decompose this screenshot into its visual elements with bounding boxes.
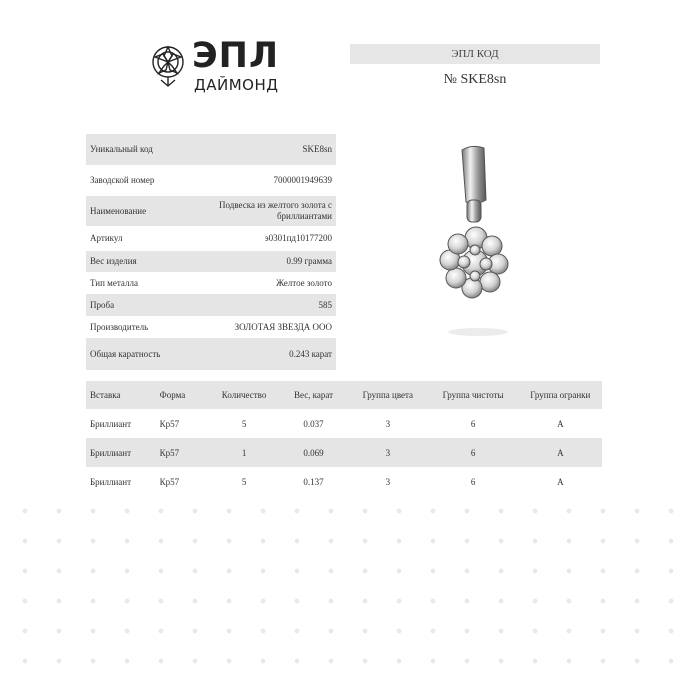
column-header: Группа огранки — [530, 390, 591, 400]
table-cell: Кр57 — [159, 476, 180, 487]
logo-subtitle: ДАЙМОНД — [194, 76, 279, 94]
table-cell: А — [557, 447, 564, 458]
table-cell: 3 — [385, 476, 391, 487]
spec-table — [86, 134, 336, 370]
brand-logo — [148, 36, 288, 96]
spec-value: 7000001949639 — [273, 175, 332, 185]
pendant-image — [420, 140, 540, 340]
spec-row — [86, 196, 336, 226]
spec-value: SKE8sn — [302, 144, 332, 154]
spec-label: Общая каратность — [90, 348, 161, 359]
table-cell: 5 — [241, 476, 247, 487]
background-pattern — [0, 490, 680, 680]
spec-row — [86, 338, 336, 370]
spec-row — [86, 294, 336, 316]
stones-table — [86, 381, 602, 496]
table-header-row — [86, 381, 602, 409]
spec-value: 0.243 карат — [289, 348, 332, 359]
spec-label: Заводской номер — [90, 175, 155, 185]
table-cell: Бриллиант — [90, 476, 132, 487]
spec-row — [86, 251, 336, 272]
table-cell: 3 — [385, 447, 391, 458]
spec-label: Уникальный код — [90, 144, 153, 154]
spec-row — [86, 272, 336, 294]
table-cell: 5 — [241, 418, 247, 429]
column-header: Вставка — [90, 390, 121, 400]
spec-value: 585 — [318, 299, 332, 310]
spec-row — [86, 165, 336, 196]
spec-label: Проба — [90, 299, 115, 310]
spec-row — [86, 316, 336, 338]
table-cell: 6 — [470, 447, 476, 458]
column-header: Группа цвета — [362, 390, 414, 400]
table-cell: 3 — [385, 418, 391, 429]
table-cell: Кр57 — [159, 447, 180, 458]
spec-label: Производитель — [90, 321, 149, 332]
column-header: Форма — [159, 390, 186, 400]
spec-value: Желтое золото — [276, 277, 332, 288]
table-cell: Бриллиант — [90, 447, 132, 458]
spec-value: 0.99 грамма — [286, 256, 332, 266]
spec-label: Тип металла — [90, 277, 138, 288]
table-cell: 0.037 — [303, 418, 324, 429]
table-cell: 0.137 — [303, 476, 324, 487]
spec-label: Артикул — [90, 233, 123, 243]
spec-label: Наименование — [90, 205, 147, 216]
table-cell: 6 — [470, 418, 476, 429]
table-cell: Бриллиант — [90, 418, 132, 429]
table-row — [86, 438, 602, 467]
table-cell: А — [557, 476, 564, 487]
diamond-flower-icon — [148, 40, 188, 96]
spec-value: ЗОЛОТАЯ ЗВЕЗДА ООО — [234, 321, 332, 332]
table-cell: 6 — [470, 476, 476, 487]
table-row — [86, 409, 602, 438]
table-cell: Кр57 — [159, 418, 180, 429]
logo-wordmark: ЭПЛ — [192, 36, 280, 76]
column-header: Вес, карат — [293, 390, 334, 400]
code-value: № SKE8sn — [443, 72, 507, 87]
code-header: ЭПЛ КОД — [350, 44, 600, 64]
spec-value: э0301пд10177200 — [264, 233, 332, 243]
table-row — [86, 467, 602, 496]
table-cell: А — [557, 418, 564, 429]
column-header: Количество — [221, 390, 267, 400]
spec-value: Подвеска из желтого золота с бриллиантами — [219, 200, 332, 221]
table-cell: 0.069 — [303, 447, 324, 458]
table-cell: 1 — [241, 447, 247, 458]
column-header: Группа чистоты — [442, 390, 504, 400]
spec-label: Вес изделия — [90, 256, 137, 266]
spec-row — [86, 134, 336, 165]
spec-row — [86, 226, 336, 251]
